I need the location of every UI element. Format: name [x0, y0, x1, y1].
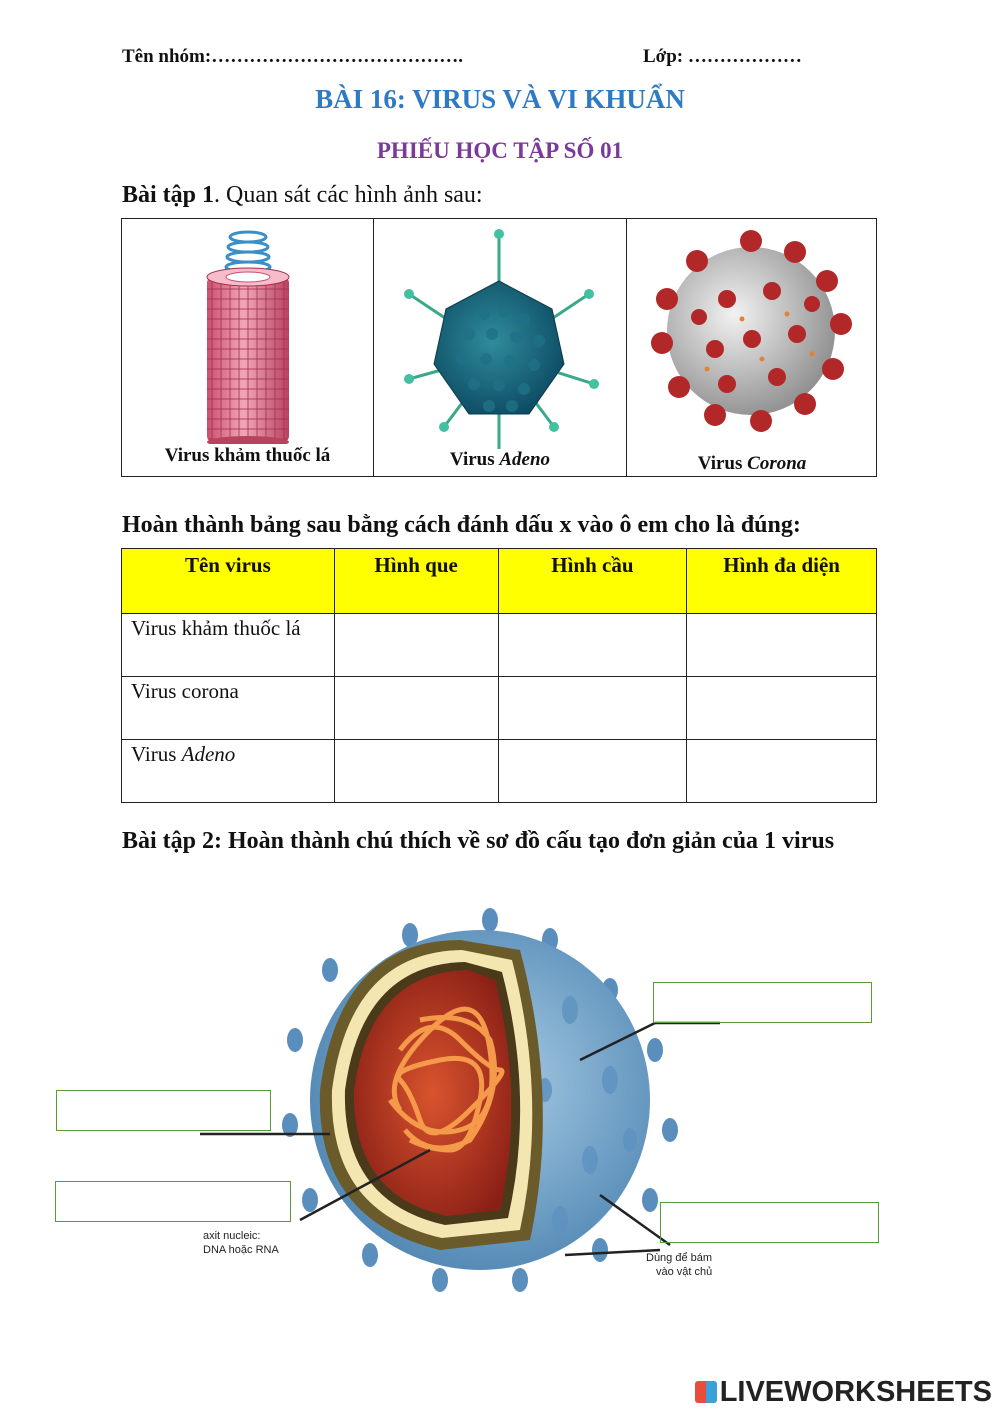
answer-cell[interactable] [334, 614, 498, 677]
caption-adeno: Virus Adeno [449, 449, 551, 470]
header-rod-shape: Hình que [334, 549, 498, 614]
table-row [122, 614, 877, 677]
exercise1-heading [122, 182, 483, 209]
coronavirus-illustration [627, 219, 877, 451]
answer-cell[interactable] [498, 677, 687, 740]
tobacco-mosaic-virus-illustration [122, 219, 374, 444]
answer-cell[interactable] [498, 740, 687, 803]
brand-icon [695, 1381, 717, 1403]
table-row [122, 677, 877, 740]
note-attach-host: Dùng để bám vào vật chủ [646, 1252, 713, 1278]
image-cell-adeno [374, 219, 627, 476]
table-row [122, 740, 877, 803]
group-name-line: Tên nhóm:…………………………………. [122, 46, 463, 67]
row-virus-name: Virus khảm thuốc lá [122, 614, 335, 677]
virus-image-table [121, 218, 877, 477]
answer-cell[interactable] [687, 677, 877, 740]
header-sphere-shape: Hình cầu [498, 549, 687, 614]
label-input-spike[interactable] [660, 1202, 879, 1243]
header-polyhedral-shape: Hình đa diện [687, 549, 877, 614]
caption-tobacco: Virus khảm thuốc lá [164, 445, 331, 466]
virus-shape-table [121, 548, 877, 803]
answer-cell[interactable] [334, 740, 498, 803]
caption-corona: Virus Corona [697, 453, 807, 474]
label-input-genome[interactable] [55, 1181, 291, 1222]
liveworksheets-logo: LIVEWORKSHEETS [695, 1376, 992, 1409]
image-cell-corona [627, 219, 877, 476]
header-virus-name: Tên virus [122, 549, 335, 614]
exercise1-text: . Quan sát các hình ảnh sau: [214, 182, 483, 208]
image-cell-tobacco [122, 219, 374, 476]
table-header-row [122, 549, 877, 614]
exercise2-heading: Bài tập 2: Hoàn thành chú thích về sơ đồ cấu tạo đơn giản của 1 virus [122, 828, 835, 854]
table-instruction: Hoàn thành bảng sau bằng cách đánh dấu x vào ô em cho là đúng: [122, 512, 801, 538]
class-line: Lớp: ……………… [643, 46, 802, 67]
row-virus-name: Virus corona [122, 677, 335, 740]
note-nucleic-acid: axit nucleic: DNA hoặc RNA [203, 1230, 279, 1256]
answer-cell[interactable] [687, 740, 877, 803]
lesson-title: BÀI 16: VIRUS VÀ VI KHUẨN [315, 84, 685, 114]
exercise1-label: Bài tập 1 [122, 182, 215, 208]
adenovirus-illustration [374, 219, 627, 449]
answer-cell[interactable] [498, 614, 687, 677]
row-virus-name: Virus Adeno [122, 740, 335, 803]
label-input-envelope[interactable] [653, 982, 872, 1023]
answer-cell[interactable] [334, 677, 498, 740]
answer-cell[interactable] [687, 614, 877, 677]
worksheet-subtitle: PHIẾU HỌC TẬP SỐ 01 [376, 138, 624, 163]
label-input-capsid[interactable] [56, 1090, 271, 1131]
